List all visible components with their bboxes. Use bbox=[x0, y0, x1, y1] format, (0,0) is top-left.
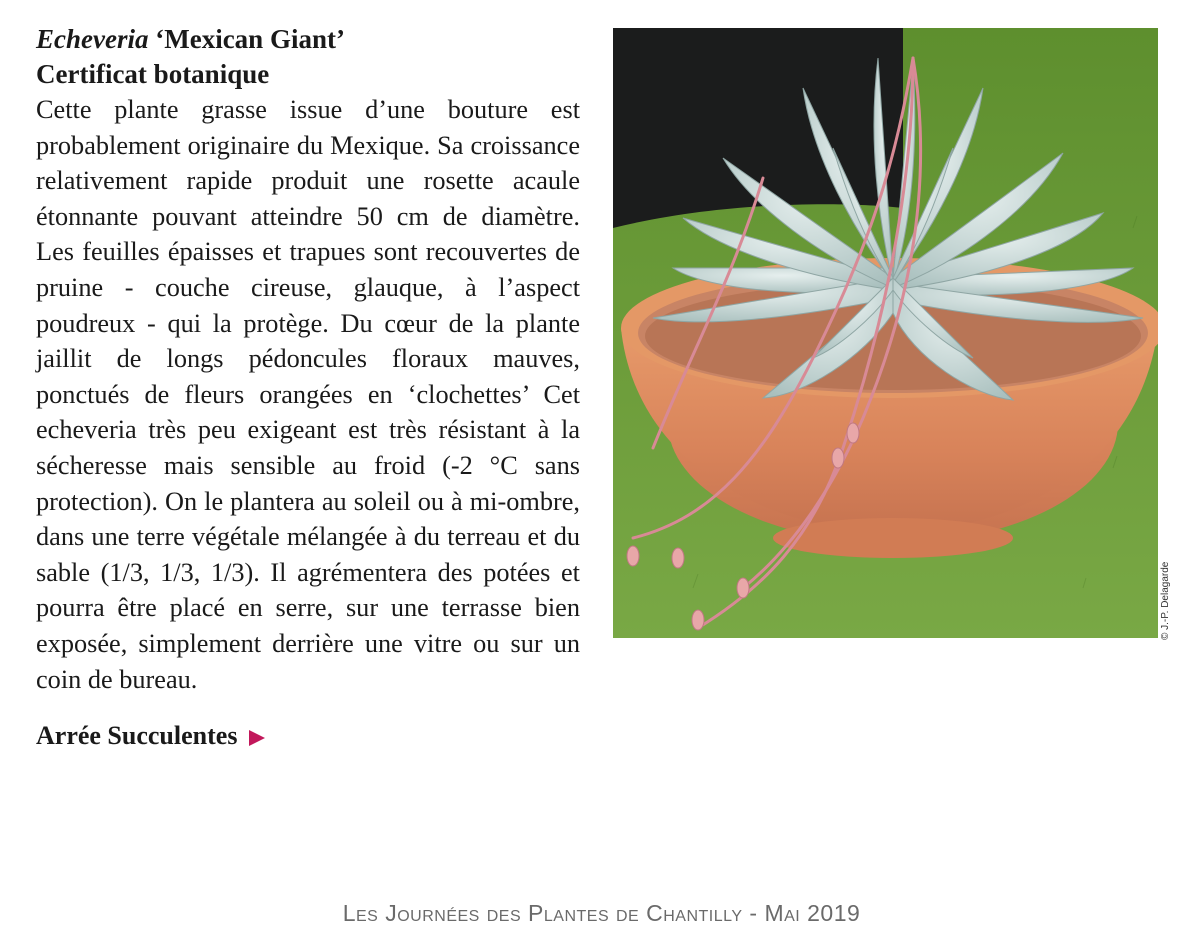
article-body: Cette plante grasse issue d’une bouture est probablement originaire du Mexique. Sa croissance relativement rapide produit une rosette acaule étonnante pouvant atteindre 50 cm de diamètre. Les feuilles épaisses et trapues sont recouvertes de pruine - couche cireuse, glauque, à l’aspect poudreux - qui la protège. Du cœur de la plante jaillit de longs pédoncules floraux mauves, ponctués de fleurs orangées en ‘clochettes’ Cet echeveria très peu exigeant est très résistant à la sécheresse mais sensible au froid (-2 °C sans protection). On le plantera au soleil ou à mi-ombre, dans une terre végétale mélangée à du terreau et du sable (1/3, 1/3, 1/3). Il agrémentera des potées et pourra être placé en serre, sur une terrasse bien exposée, simplement derrière une vitre ou sur un coin de bureau. bbox=[36, 95, 580, 694]
page-footer: Les Journées des Plantes de Chantilly - Mai 2019 bbox=[342, 900, 861, 926]
nursery-name: Arrée Succulentes bbox=[36, 721, 238, 751]
photo-credit: © J.-P. Delagarde bbox=[1160, 561, 1171, 640]
nursery-link[interactable] bbox=[36, 719, 580, 753]
arrow-right-icon bbox=[249, 730, 265, 746]
plant-photo bbox=[613, 28, 1158, 638]
article-subtitle: Certificat botanique bbox=[36, 59, 270, 89]
article-title bbox=[36, 22, 580, 57]
title-cultivar: ‘Mexican Giant’ bbox=[155, 24, 345, 54]
echeveria-illustration bbox=[613, 28, 1158, 638]
title-genus: Echeveria bbox=[36, 24, 149, 54]
article-text-column bbox=[36, 22, 580, 753]
